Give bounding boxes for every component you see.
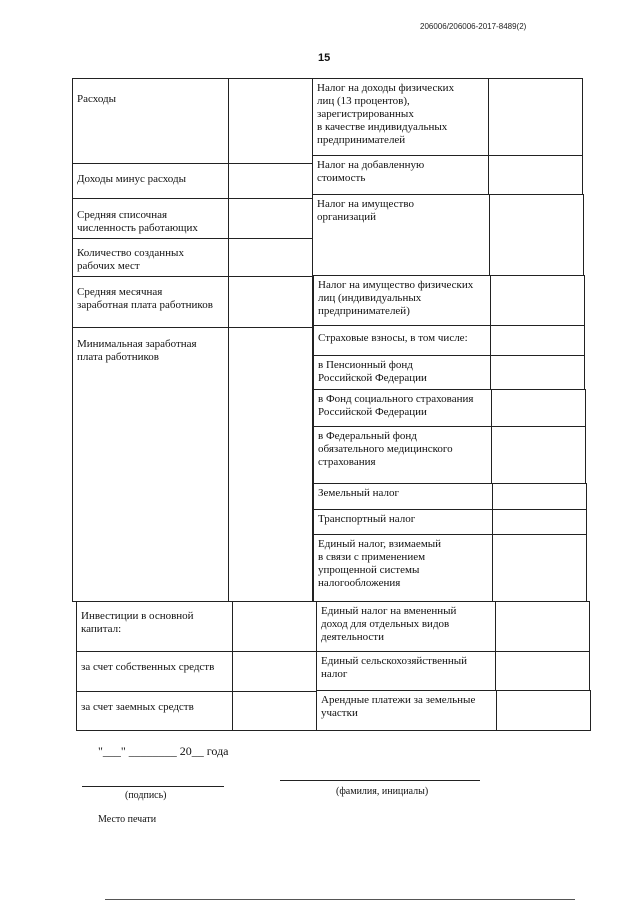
right-label-individual-property-tax: Налог на имущество физических лиц (индивидуальных предпринимателей): [313, 275, 491, 326]
right-value-land-tax: [492, 483, 587, 510]
name-label: (фамилия, инициалы): [336, 786, 429, 797]
left-label-expenses: Расходы: [72, 78, 229, 164]
right-label-land-rent: Арендные платежи за земельные участки: [316, 690, 497, 731]
right-label-social-fund: в Фонд социального страхования Российской Федерации: [313, 389, 492, 427]
right-label-land-tax: Земельный налог: [313, 483, 493, 510]
left-label-income-minus-expenses: Доходы минус расходы: [72, 163, 229, 199]
left-value-jobs-created: [228, 238, 313, 277]
seal-label: Место печати: [98, 814, 157, 825]
left-label-avg-monthly-salary: Средняя месячная заработная плата работников: [72, 276, 229, 328]
right-label-insurance: Страховые взносы, в том числе:: [313, 325, 491, 356]
signature-label: (подпись): [125, 790, 167, 801]
left-value-avg-headcount: [228, 198, 313, 239]
left-label-jobs-created: Количество созданных рабочих мест: [72, 238, 229, 277]
bottom-rule: [105, 899, 575, 900]
right-value-agri-tax: [495, 651, 590, 691]
document-id: 206006/206006-2017-8489(2): [420, 22, 527, 31]
right-label-pit: Налог на доходы физических лиц (13 процентов), зарегистрированных в качестве индивидуальных предпринимателей: [312, 78, 489, 156]
right-label-simplified-tax: Единый налог, взимаемый в связи с применением упрощенной системы налогообложения: [313, 534, 493, 602]
right-label-vat: Налог на добавленную стоимость: [312, 155, 489, 195]
left-value-fixed-capital-investments: [232, 601, 317, 652]
left-label-own-funds: за счет собственных средств: [76, 651, 233, 692]
right-value-insurance: [490, 325, 585, 356]
signature-line: [82, 786, 224, 787]
right-value-transport-tax: [492, 509, 587, 535]
left-value-expenses: [228, 78, 313, 164]
left-value-min-salary: [228, 327, 313, 602]
left-label-borrowed-funds: за счет заемных средств: [76, 691, 233, 731]
page-number: 15: [318, 52, 331, 64]
right-label-agri-tax: Единый сельскохозяйственный налог: [316, 651, 496, 691]
right-value-pit: [488, 78, 583, 156]
right-label-imputed-tax: Единый налог на вмененный доход для отдельных видов деятельности: [316, 601, 496, 652]
left-value-own-funds: [232, 651, 317, 692]
right-label-transport-tax: Транспортный налог: [313, 509, 493, 535]
left-value-borrowed-funds: [232, 691, 317, 731]
right-value-pension-fund: [490, 355, 585, 390]
left-value-income-minus-expenses: [228, 163, 313, 199]
right-value-simplified-tax: [492, 534, 587, 602]
right-value-imputed-tax: [495, 601, 590, 652]
right-value-org-property-tax: [489, 194, 584, 276]
left-label-avg-headcount: Средняя списочная численность работающих: [72, 198, 229, 239]
right-value-vat: [488, 155, 583, 195]
right-label-org-property-tax: Налог на имущество организаций: [312, 194, 490, 276]
right-value-individual-property-tax: [490, 275, 585, 326]
right-value-medical-fund: [491, 426, 586, 484]
right-label-pension-fund: в Пенсионный фонд Российской Федерации: [313, 355, 491, 390]
left-label-min-salary: Минимальная заработная плата работников: [72, 327, 229, 602]
left-value-avg-monthly-salary: [228, 276, 313, 328]
date-line: "___" ________ 20__ года: [98, 744, 229, 758]
name-line: [280, 780, 480, 781]
left-label-fixed-capital-investments: Инвестиции в основной капитал:: [76, 601, 233, 652]
right-value-social-fund: [491, 389, 586, 427]
right-value-land-rent: [496, 690, 591, 731]
right-label-medical-fund: в Федеральный фонд обязательного медицинского страхования: [313, 426, 492, 484]
